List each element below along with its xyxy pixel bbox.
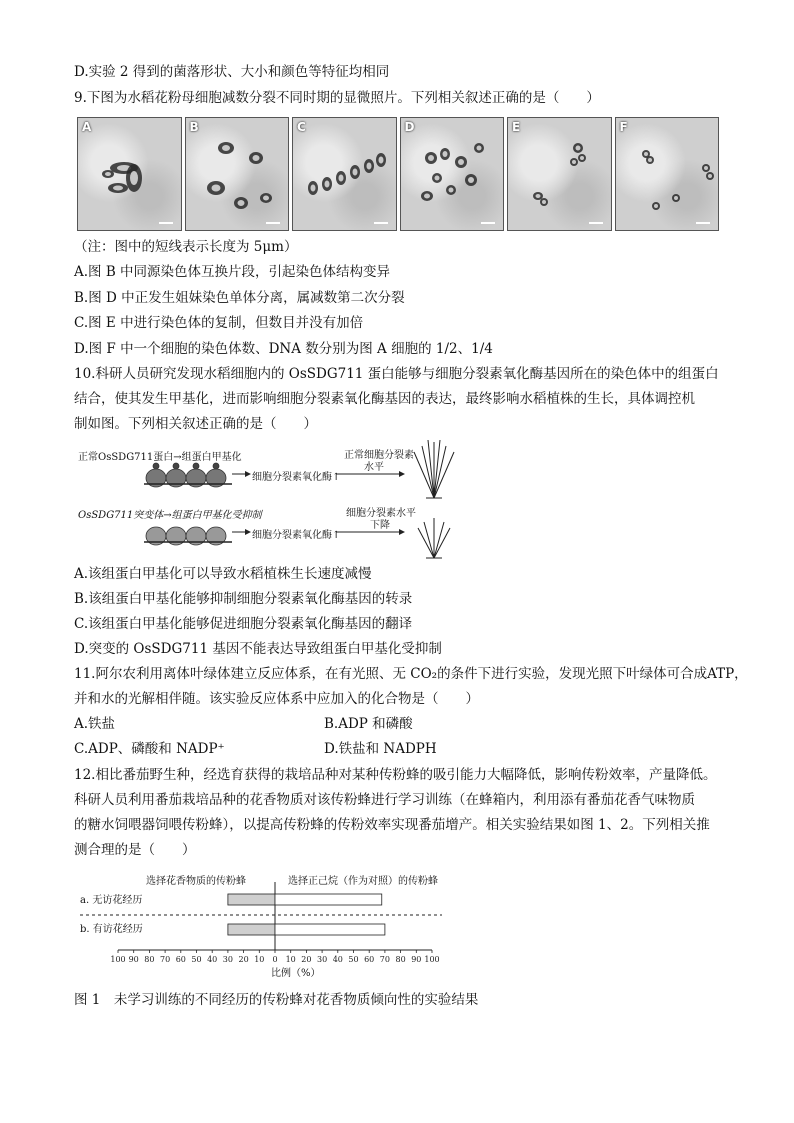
x-tick-label: 70 [379,955,390,964]
scale-bar [266,222,280,224]
q11-option-d: D.铁盐和 NADPH [324,741,437,757]
scale-bar [696,222,710,224]
micrograph-cells [401,118,505,231]
panel-label: F [619,120,628,134]
figure-1-bar-chart [76,870,446,980]
scale-bar [481,222,495,224]
diagram-top-mid: 细胞分裂素氧化酶↑ [252,472,341,483]
q12-stem-4: 测合理的是（ ） [74,842,196,858]
q9-stem: 9.下图为水稻花粉母细胞减数分裂不同时期的显微照片。下列相关叙述正确的是（ ） [74,90,600,106]
micrograph-cells [78,118,182,231]
x-tick-label: 30 [222,955,233,964]
x-tick-label: 90 [128,955,139,964]
q10-option-c: C.该组蛋白甲基化能够促进细胞分裂素氧化酶基因的翻译 [74,616,413,632]
q10-stem-3: 制如图。下列相关叙述正确的是（ ） [74,416,317,432]
q9-option-b: B.图 D 中正发生姐妹染色单体分离，属减数第二次分裂 [74,290,405,306]
diagram-top-right-1: 正常细胞分裂素 [344,450,414,461]
q9-option-d: D.图 F 中一个细胞的染色体数、DNA 数分别为图 A 细胞的 1/2、1/4 [74,341,493,357]
scale-bar [589,222,603,224]
scale-bar [159,222,173,224]
q10-option-b: B.该组蛋白甲基化能够抑制细胞分裂素氧化酶基因的转录 [74,591,413,607]
q12-stem-3: 的糖水饲喂器饲喂传粉蜂），以提高传粉蜂的传粉效率实现番茄增产。相关实验结果如图 1、2。下列相关推 [74,817,710,833]
q8-option-d: D.实验 2 得到的菌落形状、大小和颜色等特征均相同 [74,64,390,80]
panel-label: A [82,120,92,134]
q9-note: （注：图中的短线表示长度为 5μm） [74,239,298,255]
micrograph-cells [508,118,612,231]
scale-bar [374,222,388,224]
tall-rice-plant-icon [414,440,454,498]
x-tick-label: 60 [364,955,375,964]
q11-stem-2: 并和水的光解相伴随。该实验反应体系中应加入的化合物是（ ） [74,691,479,707]
bar-hexane-0 [275,894,382,905]
micrograph-cells [293,118,397,231]
micrograph-cells [616,118,720,231]
panel-label: D [404,120,415,134]
x-tick-label: 60 [175,955,186,964]
bar-hexane-1 [275,924,385,935]
diagram-bottom-left: OsSDG711突变体→组蛋白甲基化受抑制 [78,510,262,521]
x-tick-label: 20 [238,955,249,964]
short-rice-plant-icon [418,518,450,558]
diagram-bottom-right-2: 下降 [370,520,390,531]
chart-header-right: 选择正己烷（作为对照）的传粉蜂 [288,876,438,887]
q10-stem-2: 结合，使其发生甲基化，进而影响细胞分裂素氧化酶基因的表达，最终影响水稻植株的生长，具体调控机 [74,391,695,407]
chart-plot-area [76,870,446,980]
x-tick-label: 30 [317,955,328,964]
x-tick-label: 10 [254,955,265,964]
x-tick-label: 100 [110,955,126,964]
chart-xlabel: 比例（%） [271,968,321,979]
q11-option-a: A.铁盐 [74,716,116,732]
q11-option-c: C.ADP、磷酸和 NADP⁺ [74,741,225,757]
micrograph-strip [77,117,719,231]
diagram-bottom-mid: 细胞分裂素氧化酶↑ [252,530,341,541]
bar-floral-0 [228,894,275,905]
panel-label: B [189,120,199,134]
bar-floral-1 [228,924,275,935]
x-tick-label: 90 [411,955,422,964]
chart-header-left: 选择花香物质的传粉蜂 [146,876,246,887]
x-tick-label: 20 [301,955,312,964]
micrograph-cells [186,118,290,231]
micrograph-panel-e [507,117,612,231]
q9-option-c: C.图 E 中进行染色体的复制，但数目并没有加倍 [74,315,364,331]
x-tick-label: 100 [424,955,440,964]
x-tick-label: 50 [191,955,202,964]
q12-stem-2: 科研人员利用番茄栽培品种的花香物质对该传粉蜂进行学习训练（在蜂箱内，利用添有番茄花香气味物质 [74,792,695,808]
x-tick-label: 0 [272,955,278,964]
x-tick-label: 40 [207,955,218,964]
x-tick-label: 80 [395,955,406,964]
q10-stem-1: 10.科研人员研究发现水稻细胞内的 OsSDG711 蛋白能够与细胞分裂素氧化酶基因所在的染色体中的组蛋白 [74,366,719,382]
x-tick-label: 80 [144,955,155,964]
q11-option-b: B.ADP 和磷酸 [324,716,413,732]
diagram-graphics [74,438,474,568]
micrograph-panel-a [77,117,182,231]
x-tick-label: 50 [348,955,359,964]
micrograph-panel-d [400,117,505,231]
micrograph-panel-b [185,117,290,231]
q10-option-d: D.突变的 OsSDG711 基因不能表达导致组蛋白甲基化受抑制 [74,641,442,657]
q9-option-a: A.图 B 中同源染色体互换片段，引起染色体结构变异 [74,264,391,280]
diagram-bottom-right-1: 细胞分裂素水平 [346,508,416,519]
micrograph-panel-f [615,117,720,231]
chart-category-a: a. 无访花经历 [80,895,143,906]
micrograph-panel-c [292,117,397,231]
diagram-top-right-2: 水平 [364,462,384,473]
panel-label: E [512,120,521,134]
figure-1-caption: 图 1 未学习训练的不同经历的传粉蜂对花香物质倾向性的实验结果 [74,992,479,1008]
diagram-top-left: 正常OsSDG711蛋白→组蛋白甲基化 [78,452,242,463]
x-tick-label: 40 [332,955,343,964]
regulation-diagram [74,438,474,568]
x-tick-label: 10 [285,955,296,964]
q12-stem-1: 12.相比番茄野生种，经选育获得的栽培品种对某种传粉蜂的吸引能力大幅降低，影响传粉效率，产量降低。 [74,767,717,783]
x-tick-label: 70 [160,955,171,964]
panel-label: C [297,120,306,134]
q10-option-a: A.该组蛋白甲基化可以导致水稻植株生长速度减慢 [74,566,372,582]
q11-stem-1: 11.阿尔农利用离体叶绿体建立反应体系，在有光照、无 CO₂的条件下进行实验，发现光照下叶绿体可合成ATP， [74,666,748,682]
chart-category-b: b. 有访花经历 [80,924,143,935]
